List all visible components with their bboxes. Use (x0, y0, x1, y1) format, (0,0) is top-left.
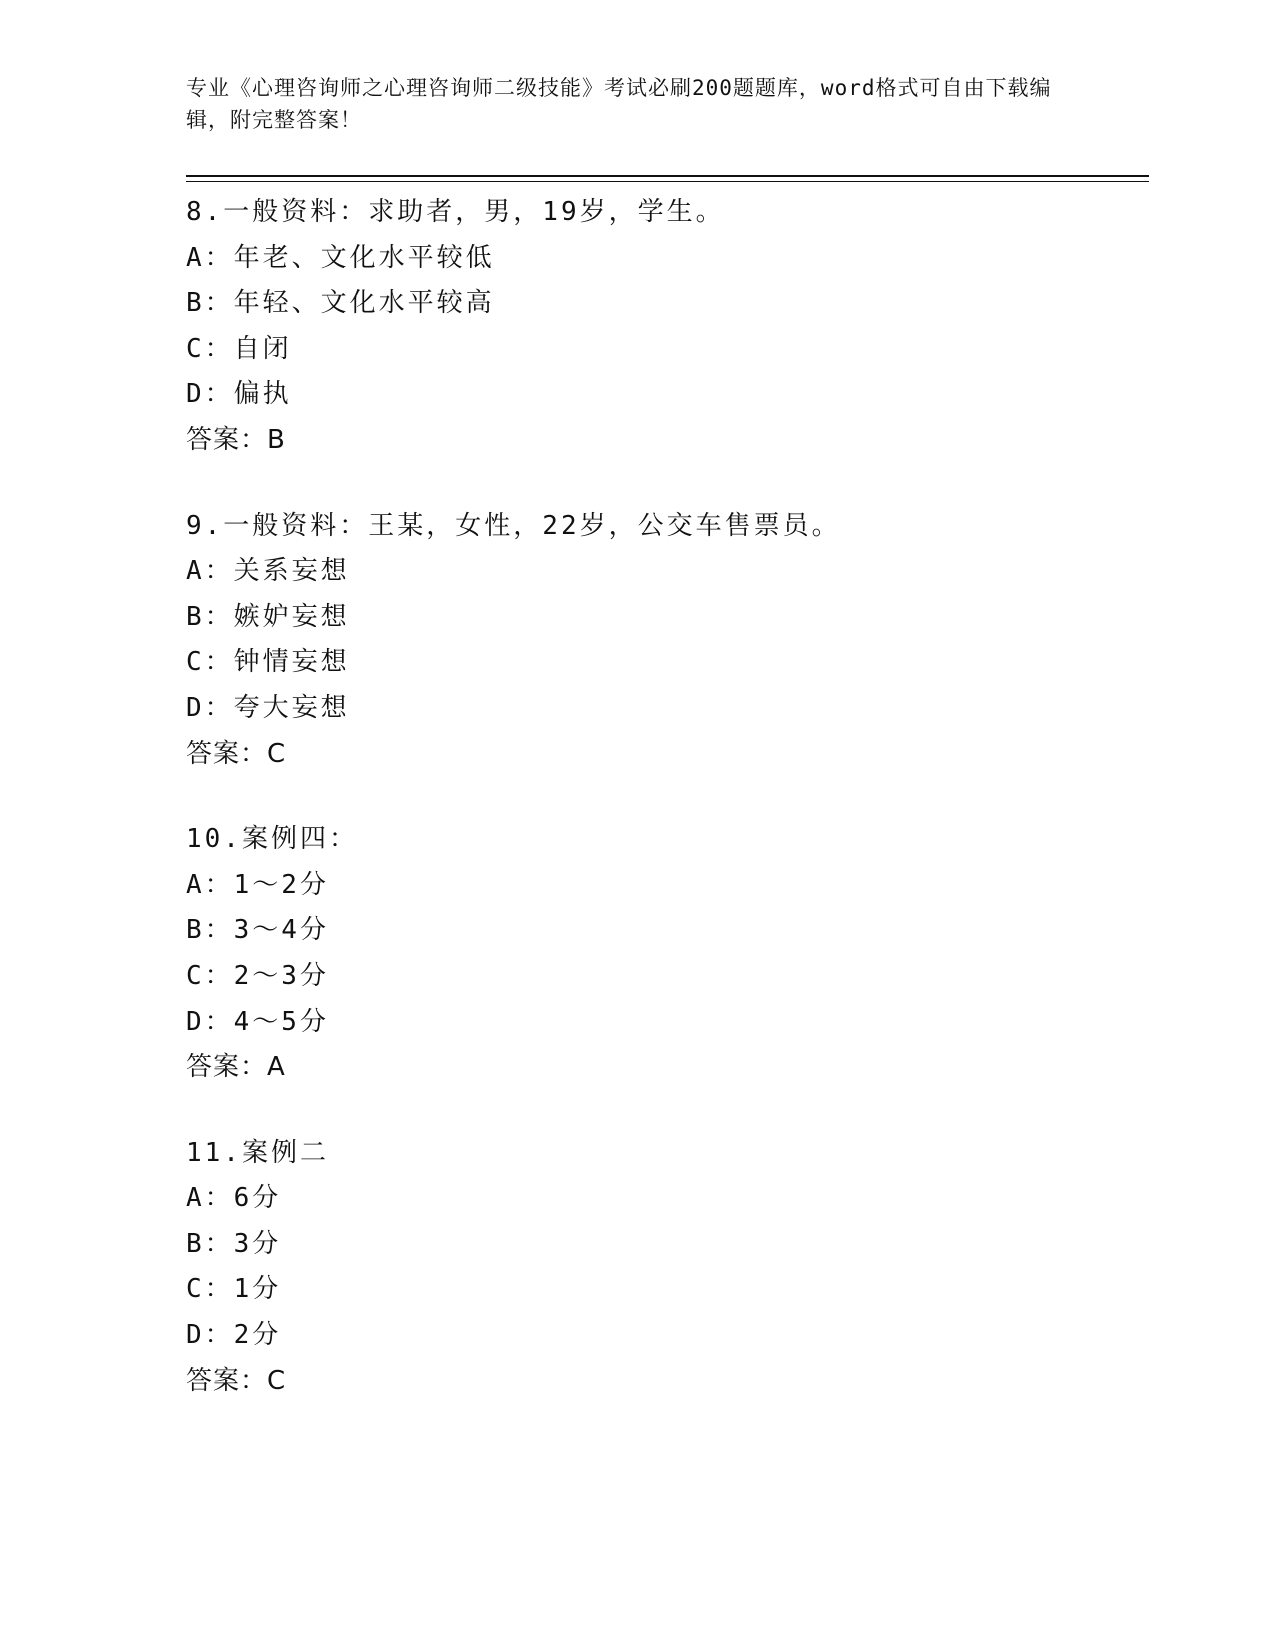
option-c: C：钟情妄想 (186, 647, 350, 678)
question-stem: 8.一般资料：求助者，男，19岁，学生。 (186, 197, 725, 227)
question-list (186, 190, 1146, 1444)
option-b: B：嫉妒妄想 (186, 601, 350, 632)
answer-line: 答案：C (186, 738, 287, 769)
question-8 (186, 190, 1146, 464)
question-stem: 10.案例四： (186, 824, 358, 855)
option-d: D：夸大妄想 (186, 692, 350, 723)
header-divider-thick (186, 175, 1149, 177)
option-a: A：年老、文化水平较低 (186, 242, 495, 273)
option-b: B：年轻、文化水平较高 (186, 288, 495, 319)
question-stem: 11.案例二 (186, 1137, 329, 1168)
question-11 (186, 1131, 1146, 1405)
document-header: 专业《心理咨询师之心理咨询师二级技能》考试必刷200题题库，word格式可自由下载编辑，附完整答案！ (186, 76, 1052, 132)
option-d: D：偏执 (186, 379, 292, 410)
answer-line: 答案：B (186, 424, 286, 455)
header-divider-thin (186, 181, 1149, 182)
option-d: D：4～5分 (186, 1006, 329, 1037)
option-a: A：6分 (186, 1183, 282, 1214)
question-stem: 9.一般资料：王某，女性，22岁，公交车售票员。 (186, 510, 841, 541)
answer-line: 答案：C (186, 1365, 287, 1396)
option-c: C：2～3分 (186, 960, 329, 991)
question-9 (186, 504, 1146, 778)
answer-line: 答案：A (186, 1052, 286, 1083)
option-a: A：1～2分 (186, 869, 329, 900)
option-c: C：自闭 (186, 333, 292, 364)
question-10 (186, 817, 1146, 1091)
option-c: C：1分 (186, 1274, 282, 1305)
option-b: B：3～4分 (186, 915, 329, 946)
option-d: D：2分 (186, 1320, 282, 1351)
option-b: B：3分 (186, 1228, 282, 1259)
option-a: A：关系妄想 (186, 556, 350, 587)
